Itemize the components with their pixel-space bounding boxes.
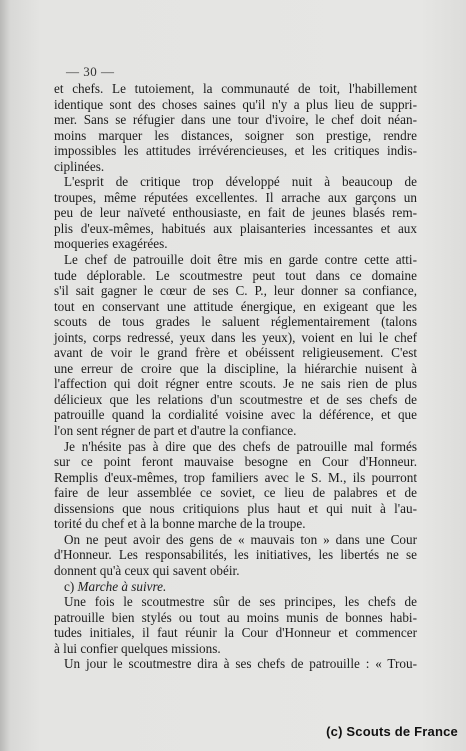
text-line: avant de voir le grand frère et obéissent religieusement. C'est xyxy=(54,345,417,361)
text-line: tout en conservant une attitude énergique, en exigeant que les xyxy=(54,298,417,314)
text-line: Le chef de patrouille doit être mis en garde contre cette atti- xyxy=(64,252,417,268)
text-line: peu de leur naïveté enthousiaste, en fait de jeunes blasés rem- xyxy=(54,205,417,221)
text-line: joints, corps redressé, yeux dans les yeux), voient en lui le chef xyxy=(54,329,417,345)
text-line: d'Honneur. Les responsabilités, les initiatives, les libertés ne se xyxy=(54,547,417,563)
text-line xyxy=(54,579,417,595)
text-line: à lui confier quelques missions. xyxy=(54,640,221,656)
text-line: donnent qu'à ceux qui savent obéir. xyxy=(54,562,240,578)
text-line: tudes initiales, il faut réunir la Cour d'Honneur et commencer xyxy=(54,625,417,641)
page-number: — 30 — xyxy=(66,64,115,79)
section-heading: Marche à suivre. xyxy=(77,578,167,594)
text-line: torité du chef et à la bonne marche de la troupe. xyxy=(54,516,306,532)
text-line: une erreur de croire que la discipline, la hiérarchie nuisent à xyxy=(54,360,417,376)
text-line: patrouille bien stylés ou tout au moins munis de bonnes habi- xyxy=(54,609,417,625)
body-text xyxy=(54,81,417,672)
text-line: Je n'hésite pas à dire que des chefs de patrouille mal formés xyxy=(64,438,417,454)
text-line: dissensions que nous critiquions plus haut et qui nuit à l'au- xyxy=(54,500,417,516)
text-line: L'esprit de critique trop développé nuit à beaucoup de xyxy=(64,174,417,190)
text-line: ciplinées. xyxy=(54,158,105,174)
text-line: patrouille quand la cordialité voisine avec la déférence, et que xyxy=(54,407,417,423)
text-line: Remplis d'eux-mêmes, trop familiers avec le S. M., ils pourront xyxy=(54,469,417,485)
text-line: plis d'eux-mêmes, habitués aux plaisanteries incessantes et aux xyxy=(54,220,417,236)
text-line: et chefs. Le tutoiement, la communauté de toit, l'habillement xyxy=(54,81,417,96)
text-line: l'affection qui doit régner entre scouts. Je ne sais rien de plus xyxy=(54,376,417,392)
text-line: moins marquer les distances, soigner son prestige, rendre xyxy=(54,127,417,143)
text-line: moqueries exagérées. xyxy=(54,236,168,252)
section-marker: c) xyxy=(64,578,78,594)
text-line: scouts de tous grades le saluent réglementairement (talons xyxy=(54,314,417,330)
text-line: identique sont des choses saines qu'il n'y a plus lieu de suppri- xyxy=(54,96,417,112)
text-line: troupes, même réputées excellentes. Il arrache aux garçons un xyxy=(54,189,417,205)
text-line: faire de leur assemblée ce soviet, ce lieu de palabres et de xyxy=(54,485,417,501)
text-line: Un jour le scoutmestre dira à ses chefs de patrouille : « Trou- xyxy=(64,656,417,672)
text-line: mer. Sans se réfugier dans une tour d'ivoire, le chef doit néan- xyxy=(54,112,417,128)
text-line: l'on sent régner de part et d'autre la confiance. xyxy=(54,423,297,439)
text-line: On ne peut avoir des gens de « mauvais ton » dans une Cour xyxy=(64,531,417,547)
copyright-watermark: (c) Scouts de France xyxy=(326,724,458,739)
text-line: impossibles les attitudes irrévérencieuses, et les critiques indis- xyxy=(54,143,417,159)
text-line: délicieux que les relations d'un scoutmestre et de ses chefs de xyxy=(54,391,417,407)
text-line: sur ce point feront mauvaise besogne en Cour d'Honneur. xyxy=(54,454,417,470)
text-line: s'il sait gagner le cœur de ses C. P., leur donner sa confiance, xyxy=(54,283,417,299)
text-line: tude déplorable. Le scoutmestre peut tout dans ce domaine xyxy=(54,267,417,283)
text-line: Une fois le scoutmestre sûr de ses principes, les chefs de xyxy=(64,594,417,610)
